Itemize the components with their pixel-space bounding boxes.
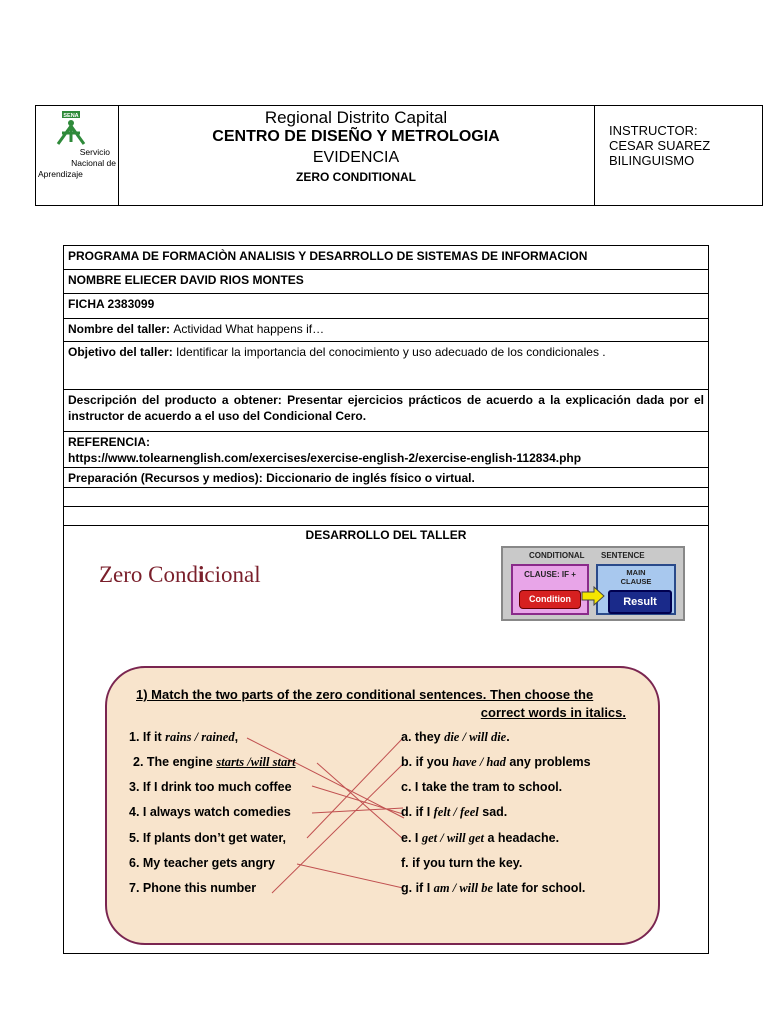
organization-name (36, 147, 120, 180)
nombre-text: NOMBRE ELIECER DAVID RIOS MONTES (68, 273, 304, 287)
taller-label: Nombre del taller: (68, 322, 174, 336)
info-table (63, 245, 709, 526)
left-item-3: 3. If I drink too much coffee (129, 780, 292, 794)
development-section (63, 524, 709, 954)
right-item-a: a. they die / will die. (401, 730, 510, 744)
left-item-2: 2. The engine starts /will start (133, 755, 296, 769)
conditional-sentence-diagram (501, 546, 685, 621)
referencia-link[interactable]: https://www.tolearnenglish.com/exercises/exercise-english-2/exercise-english-112834.php (68, 451, 582, 465)
right-item-d: d. if I felt / feel sad. (401, 805, 508, 819)
org-line-1: Servicio (79, 147, 110, 157)
instructor-name: CESAR SUAREZ (609, 138, 711, 153)
zero-conditional-title: Zero Condicional (99, 562, 261, 587)
arrow-right-icon (581, 586, 605, 606)
instructor-cell (595, 106, 763, 205)
title-cell (118, 106, 595, 205)
taller-value: Actividad What happens if… (173, 322, 325, 336)
referencia-label: REFERENCIA: (68, 435, 151, 449)
right-item-b: b. if you have / had any problems (401, 755, 591, 769)
programa-text: PROGRAMA DE FORMACIÒN ANALISIS Y DESARROLLO DE SISTEMAS DE INFORMACION (68, 249, 588, 263)
evidence-title: EVIDENCIA (312, 149, 400, 166)
referencia-row (64, 432, 708, 468)
right-item-e: e. I get / will get a headache. (401, 831, 560, 845)
result-badge: Result (608, 590, 672, 614)
main-clause-box (596, 564, 676, 615)
left-item-5: 5. If plants don’t get water, (129, 831, 286, 845)
sena-logo (52, 111, 90, 145)
preparacion-text: Preparación (Recursos y medios): Diccionario de inglés físico o virtual. (68, 471, 475, 485)
org-line-2: Nacional de (71, 158, 116, 168)
left-item-4: 4. I always watch comedies (129, 805, 291, 819)
empty-row-2 (64, 507, 708, 525)
document-header (35, 105, 763, 206)
instructor-label: INSTRUCTOR: (609, 123, 698, 138)
descripcion-row (64, 390, 708, 432)
objetivo-row (64, 342, 708, 390)
exercise-heading: 1) Match the two parts of the zero conditional sentences. Then choose the correct words in italics. (136, 687, 626, 720)
left-item-6: 6. My teacher gets angry (129, 856, 275, 870)
right-item-g: g. if I am / will be late for school. (401, 881, 586, 895)
matching-exercise (105, 666, 660, 945)
center-title: CENTRO DE DISEÑO Y METROLOGIA (212, 128, 500, 145)
logo-cell (36, 106, 119, 205)
taller-row (64, 319, 708, 342)
condition-badge: Condition (519, 590, 581, 609)
programa-row (64, 246, 708, 270)
descripcion-text: Descripción del producto a obtener: Presentar ejercicios prácticos de acuerdo a la explicación dada por el instructor de acuerdo a el uso del Condicional Cero. (68, 393, 704, 423)
instructor-area: BILINGUISMO (609, 153, 695, 168)
diagram-label-sentence: SENTENCE (601, 551, 645, 560)
left-item-1: 1. If it rains / rained, (129, 730, 239, 744)
right-item-f: f. if you turn the key. (401, 856, 523, 870)
org-line-3: Aprendizaje (38, 169, 83, 179)
topic-title: ZERO CONDITIONAL (296, 170, 416, 184)
left-item-7: 7. Phone this number (129, 881, 257, 895)
objetivo-label: Objetivo del taller: (68, 345, 177, 359)
diagram-label-conditional: CONDITIONAL (529, 551, 585, 560)
regional-title: Regional Distrito Capital (264, 108, 448, 127)
if-clause-box (511, 564, 589, 615)
empty-row-1 (64, 488, 708, 507)
preparacion-row (64, 468, 708, 488)
right-item-c: c. I take the tram to school. (401, 780, 563, 794)
svg-text:SENA: SENA (63, 113, 79, 119)
development-title: DESARROLLO DEL TALLER (305, 528, 467, 542)
main-clause-label: MAIN CLAUSE (620, 568, 652, 586)
if-clause-label: CLAUSE: IF + (524, 570, 576, 579)
ficha-row (64, 294, 708, 319)
nombre-row (64, 270, 708, 294)
objetivo-value: Identificar la importancia del conocimiento y uso adecuado de los condicionales . (176, 345, 606, 359)
ficha-text: FICHA 2383099 (68, 297, 155, 311)
